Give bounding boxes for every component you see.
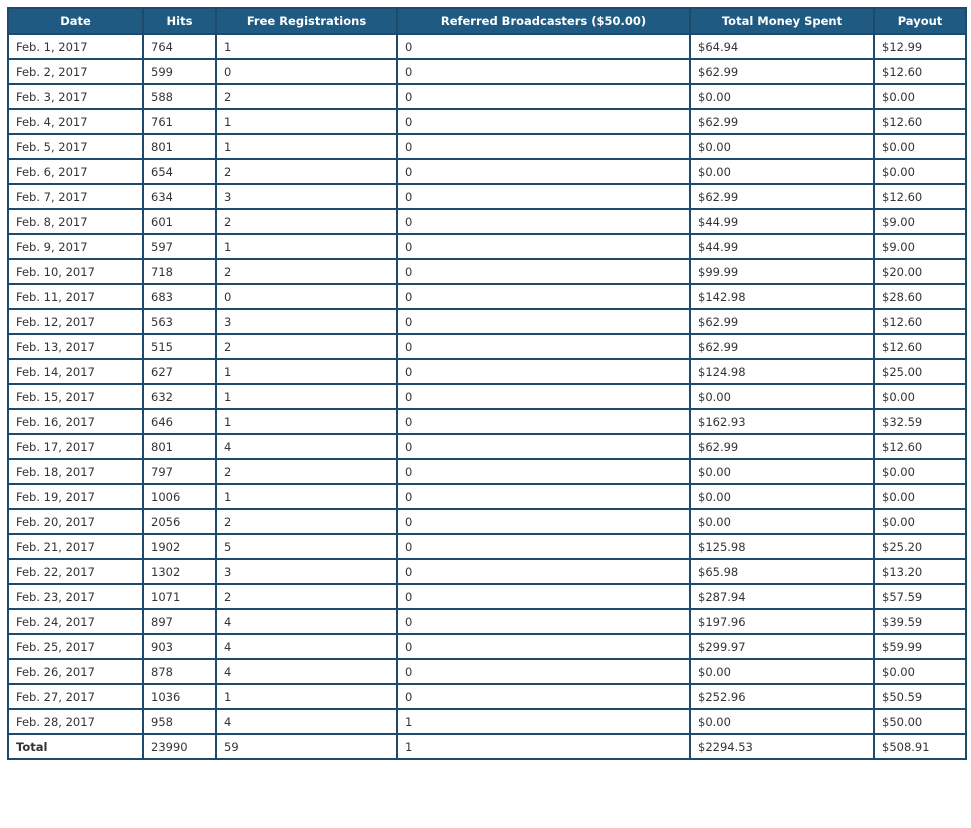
cell-date: Feb. 5, 2017 — [8, 134, 143, 159]
cell-money-spent: $0.00 — [690, 459, 874, 484]
cell-payout: $12.60 — [874, 434, 966, 459]
cell-money-spent: $0.00 — [690, 709, 874, 734]
cell-money-spent: $99.99 — [690, 259, 874, 284]
cell-hits: 897 — [143, 609, 216, 634]
table-footer — [8, 734, 966, 759]
stats-table — [7, 7, 967, 760]
cell-referred-broadcasters: 0 — [397, 684, 690, 709]
cell-free-registrations: 2 — [216, 584, 397, 609]
cell-referred-broadcasters: 0 — [397, 59, 690, 84]
cell-free-registrations: 2 — [216, 159, 397, 184]
total-row — [8, 734, 966, 759]
cell-money-spent: $62.99 — [690, 184, 874, 209]
cell-hits: 1036 — [143, 684, 216, 709]
cell-money-spent: $197.96 — [690, 609, 874, 634]
table-row — [8, 209, 966, 234]
cell-hits: 599 — [143, 59, 216, 84]
cell-hits: 958 — [143, 709, 216, 734]
cell-money-spent: $0.00 — [690, 659, 874, 684]
cell-free-registrations: 2 — [216, 509, 397, 534]
cell-date: Feb. 28, 2017 — [8, 709, 143, 734]
cell-referred-broadcasters: 0 — [397, 659, 690, 684]
table-row — [8, 684, 966, 709]
cell-money-spent: $62.99 — [690, 334, 874, 359]
cell-hits: 654 — [143, 159, 216, 184]
cell-payout: $12.60 — [874, 309, 966, 334]
cell-hits: 878 — [143, 659, 216, 684]
cell-free-registrations: 1 — [216, 359, 397, 384]
cell-free-registrations: 5 — [216, 534, 397, 559]
cell-date: Feb. 19, 2017 — [8, 484, 143, 509]
cell-free-registrations: 2 — [216, 84, 397, 109]
table-row — [8, 84, 966, 109]
cell-referred-broadcasters: 0 — [397, 484, 690, 509]
stats-table-container — [7, 7, 967, 760]
table-body — [8, 34, 966, 734]
cell-payout: $12.60 — [874, 109, 966, 134]
header-hits[interactable]: Hits — [143, 8, 216, 34]
header-payout[interactable]: Payout — [874, 8, 966, 34]
cell-free-registrations: 1 — [216, 34, 397, 59]
cell-money-spent: $299.97 — [690, 634, 874, 659]
cell-money-spent: $62.99 — [690, 109, 874, 134]
cell-hits: 1071 — [143, 584, 216, 609]
table-row — [8, 59, 966, 84]
cell-money-spent: $44.99 — [690, 234, 874, 259]
header-free-registrations[interactable]: Free Registrations — [216, 8, 397, 34]
cell-date: Feb. 14, 2017 — [8, 359, 143, 384]
table-row — [8, 659, 966, 684]
cell-free-registrations: 1 — [216, 409, 397, 434]
cell-date: Feb. 24, 2017 — [8, 609, 143, 634]
cell-referred-broadcasters: 0 — [397, 284, 690, 309]
cell-money-spent: $0.00 — [690, 484, 874, 509]
table-row — [8, 109, 966, 134]
cell-referred-broadcasters: 0 — [397, 209, 690, 234]
cell-date: Feb. 8, 2017 — [8, 209, 143, 234]
cell-money-spent: $0.00 — [690, 159, 874, 184]
table-row — [8, 384, 966, 409]
table-row — [8, 409, 966, 434]
cell-free-registrations: 3 — [216, 559, 397, 584]
cell-date: Feb. 26, 2017 — [8, 659, 143, 684]
cell-referred-broadcasters: 0 — [397, 584, 690, 609]
cell-payout: $50.59 — [874, 684, 966, 709]
table-row — [8, 484, 966, 509]
header-total-money-spent[interactable]: Total Money Spent — [690, 8, 874, 34]
cell-payout: $0.00 — [874, 659, 966, 684]
cell-payout: $32.59 — [874, 409, 966, 434]
cell-payout: $50.00 — [874, 709, 966, 734]
table-row — [8, 459, 966, 484]
cell-referred-broadcasters: 0 — [397, 84, 690, 109]
cell-referred-broadcasters: 0 — [397, 109, 690, 134]
cell-money-spent: $44.99 — [690, 209, 874, 234]
table-row — [8, 709, 966, 734]
cell-date: Feb. 12, 2017 — [8, 309, 143, 334]
cell-money-spent: $142.98 — [690, 284, 874, 309]
cell-free-registrations: 4 — [216, 634, 397, 659]
cell-payout: $0.00 — [874, 484, 966, 509]
cell-free-registrations: 0 — [216, 284, 397, 309]
cell-money-spent: $0.00 — [690, 509, 874, 534]
cell-free-registrations: 0 — [216, 59, 397, 84]
cell-hits: 515 — [143, 334, 216, 359]
cell-payout: $20.00 — [874, 259, 966, 284]
cell-referred-broadcasters: 0 — [397, 259, 690, 284]
cell-date: Feb. 10, 2017 — [8, 259, 143, 284]
cell-payout: $12.99 — [874, 34, 966, 59]
header-row — [8, 8, 966, 34]
table-row — [8, 359, 966, 384]
cell-date: Feb. 22, 2017 — [8, 559, 143, 584]
cell-referred-broadcasters: 0 — [397, 409, 690, 434]
cell-referred-broadcasters: 0 — [397, 609, 690, 634]
cell-free-registrations: 4 — [216, 609, 397, 634]
cell-free-registrations: 2 — [216, 259, 397, 284]
cell-free-registrations: 2 — [216, 334, 397, 359]
cell-payout: $0.00 — [874, 84, 966, 109]
cell-money-spent: $65.98 — [690, 559, 874, 584]
cell-hits: 761 — [143, 109, 216, 134]
cell-referred-broadcasters: 0 — [397, 309, 690, 334]
cell-hits: 1902 — [143, 534, 216, 559]
cell-hits: 903 — [143, 634, 216, 659]
cell-money-spent: $125.98 — [690, 534, 874, 559]
cell-date: Feb. 18, 2017 — [8, 459, 143, 484]
cell-money-spent: $162.93 — [690, 409, 874, 434]
cell-payout: $28.60 — [874, 284, 966, 309]
cell-referred-broadcasters: 0 — [397, 184, 690, 209]
cell-hits: 1302 — [143, 559, 216, 584]
cell-money-spent: $62.99 — [690, 59, 874, 84]
cell-referred-broadcasters: 0 — [397, 359, 690, 384]
cell-free-registrations: 1 — [216, 234, 397, 259]
table-row — [8, 34, 966, 59]
cell-hits: 597 — [143, 234, 216, 259]
table-row — [8, 584, 966, 609]
cell-referred-broadcasters: 0 — [397, 534, 690, 559]
cell-money-spent: $64.94 — [690, 34, 874, 59]
cell-payout: $0.00 — [874, 134, 966, 159]
table-row — [8, 509, 966, 534]
cell-payout: $59.99 — [874, 634, 966, 659]
cell-payout: $57.59 — [874, 584, 966, 609]
cell-free-registrations: 2 — [216, 209, 397, 234]
table-row — [8, 559, 966, 584]
cell-date: Feb. 9, 2017 — [8, 234, 143, 259]
cell-payout: $39.59 — [874, 609, 966, 634]
cell-payout: $9.00 — [874, 234, 966, 259]
cell-hits: 1006 — [143, 484, 216, 509]
cell-money-spent: $62.99 — [690, 309, 874, 334]
cell-referred-broadcasters: 0 — [397, 384, 690, 409]
table-row — [8, 634, 966, 659]
total-payout: $508.91 — [874, 734, 966, 759]
cell-free-registrations: 1 — [216, 384, 397, 409]
cell-date: Feb. 16, 2017 — [8, 409, 143, 434]
table-row — [8, 334, 966, 359]
table-row — [8, 434, 966, 459]
cell-payout: $0.00 — [874, 159, 966, 184]
cell-free-registrations: 2 — [216, 459, 397, 484]
cell-date: Feb. 20, 2017 — [8, 509, 143, 534]
table-row — [8, 234, 966, 259]
cell-referred-broadcasters: 0 — [397, 334, 690, 359]
table-row — [8, 159, 966, 184]
cell-referred-broadcasters: 0 — [397, 234, 690, 259]
cell-hits: 797 — [143, 459, 216, 484]
cell-date: Feb. 23, 2017 — [8, 584, 143, 609]
cell-date: Feb. 7, 2017 — [8, 184, 143, 209]
cell-payout: $9.00 — [874, 209, 966, 234]
cell-hits: 801 — [143, 434, 216, 459]
total-free-registrations: 59 — [216, 734, 397, 759]
cell-hits: 634 — [143, 184, 216, 209]
table-row — [8, 184, 966, 209]
total-money-spent: $2294.53 — [690, 734, 874, 759]
cell-free-registrations: 3 — [216, 184, 397, 209]
cell-payout: $12.60 — [874, 59, 966, 84]
cell-date: Feb. 6, 2017 — [8, 159, 143, 184]
header-date[interactable]: Date — [8, 8, 143, 34]
cell-referred-broadcasters: 0 — [397, 559, 690, 584]
cell-referred-broadcasters: 0 — [397, 134, 690, 159]
total-hits: 23990 — [143, 734, 216, 759]
cell-hits: 601 — [143, 209, 216, 234]
cell-date: Feb. 13, 2017 — [8, 334, 143, 359]
cell-hits: 627 — [143, 359, 216, 384]
cell-payout: $0.00 — [874, 384, 966, 409]
table-row — [8, 534, 966, 559]
cell-free-registrations: 1 — [216, 134, 397, 159]
table-row — [8, 309, 966, 334]
cell-payout: $25.20 — [874, 534, 966, 559]
cell-date: Feb. 4, 2017 — [8, 109, 143, 134]
cell-hits: 801 — [143, 134, 216, 159]
cell-money-spent: $252.96 — [690, 684, 874, 709]
cell-payout: $0.00 — [874, 459, 966, 484]
table-row — [8, 609, 966, 634]
cell-payout: $0.00 — [874, 509, 966, 534]
cell-free-registrations: 3 — [216, 309, 397, 334]
cell-date: Feb. 27, 2017 — [8, 684, 143, 709]
cell-money-spent: $0.00 — [690, 134, 874, 159]
cell-free-registrations: 1 — [216, 109, 397, 134]
cell-referred-broadcasters: 0 — [397, 634, 690, 659]
cell-payout: $12.60 — [874, 334, 966, 359]
cell-payout: $25.00 — [874, 359, 966, 384]
total-referred-broadcasters: 1 — [397, 734, 690, 759]
cell-hits: 764 — [143, 34, 216, 59]
total-label: Total — [8, 734, 143, 759]
cell-money-spent: $62.99 — [690, 434, 874, 459]
cell-date: Feb. 15, 2017 — [8, 384, 143, 409]
header-referred-broadcasters[interactable]: Referred Broadcasters ($50.00) — [397, 8, 690, 34]
cell-date: Feb. 11, 2017 — [8, 284, 143, 309]
cell-date: Feb. 2, 2017 — [8, 59, 143, 84]
table-row — [8, 134, 966, 159]
cell-free-registrations: 4 — [216, 434, 397, 459]
cell-referred-broadcasters: 0 — [397, 434, 690, 459]
cell-referred-broadcasters: 0 — [397, 459, 690, 484]
cell-money-spent: $124.98 — [690, 359, 874, 384]
cell-hits: 2056 — [143, 509, 216, 534]
cell-payout: $13.20 — [874, 559, 966, 584]
cell-hits: 718 — [143, 259, 216, 284]
cell-date: Feb. 17, 2017 — [8, 434, 143, 459]
cell-hits: 683 — [143, 284, 216, 309]
cell-referred-broadcasters: 0 — [397, 159, 690, 184]
cell-hits: 632 — [143, 384, 216, 409]
cell-date: Feb. 1, 2017 — [8, 34, 143, 59]
cell-referred-broadcasters: 1 — [397, 709, 690, 734]
cell-money-spent: $0.00 — [690, 84, 874, 109]
cell-date: Feb. 3, 2017 — [8, 84, 143, 109]
cell-date: Feb. 21, 2017 — [8, 534, 143, 559]
cell-money-spent: $287.94 — [690, 584, 874, 609]
table-row — [8, 259, 966, 284]
cell-free-registrations: 1 — [216, 484, 397, 509]
table-header — [8, 8, 966, 34]
cell-date: Feb. 25, 2017 — [8, 634, 143, 659]
cell-hits: 646 — [143, 409, 216, 434]
cell-referred-broadcasters: 0 — [397, 34, 690, 59]
cell-hits: 588 — [143, 84, 216, 109]
cell-free-registrations: 4 — [216, 659, 397, 684]
cell-free-registrations: 1 — [216, 684, 397, 709]
cell-referred-broadcasters: 0 — [397, 509, 690, 534]
cell-hits: 563 — [143, 309, 216, 334]
cell-payout: $12.60 — [874, 184, 966, 209]
cell-free-registrations: 4 — [216, 709, 397, 734]
cell-money-spent: $0.00 — [690, 384, 874, 409]
table-row — [8, 284, 966, 309]
